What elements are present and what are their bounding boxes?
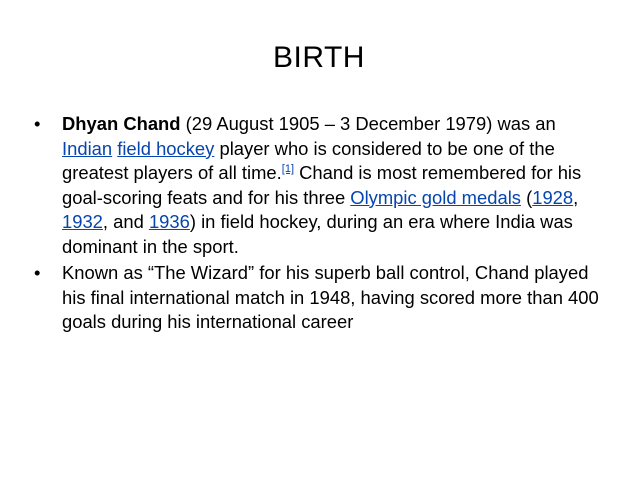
bullet-text: , [573,186,579,208]
person-name: Dhyan Chand [62,113,181,134]
link-1928[interactable]: 1928 [532,186,574,208]
bullet-text: ( [520,186,533,208]
bullet-text: player who is considered to be one of the greatest players of all time. [62,137,555,183]
link-field-hockey[interactable]: field hockey [117,137,215,159]
bullet-item-the-wizard [34,261,604,335]
slide-title: BIRTH [273,41,365,74]
link-indian[interactable]: Indian [62,137,113,159]
bullet-marker: • [34,113,41,134]
bullet-text: Chand is most remembered for his goal-scoring feats and for his three [62,162,582,208]
bullet-text: ) in field hockey, during an era where India was dominant in the sport. [62,211,573,257]
bullet-marker: • [34,262,41,283]
link-olympic-gold-medals[interactable]: Olympic gold medals [350,186,521,208]
link-1932[interactable]: 1932 [62,211,103,232]
link-1936[interactable]: 1936 [148,211,190,232]
bullet-text: (29 August 1905 – 3 December 1979) was an [180,113,556,134]
bullet-list [34,112,604,337]
bullet-text: Known as “The Wizard” for his superb ball control, Chand played his final international match in 1948, having scored more than 400 goals during his international career [62,262,599,332]
bullet-item-dhyan-chand [34,112,604,259]
link-reference-1[interactable]: [1] [281,163,294,175]
bullet-text: , and [102,211,149,232]
